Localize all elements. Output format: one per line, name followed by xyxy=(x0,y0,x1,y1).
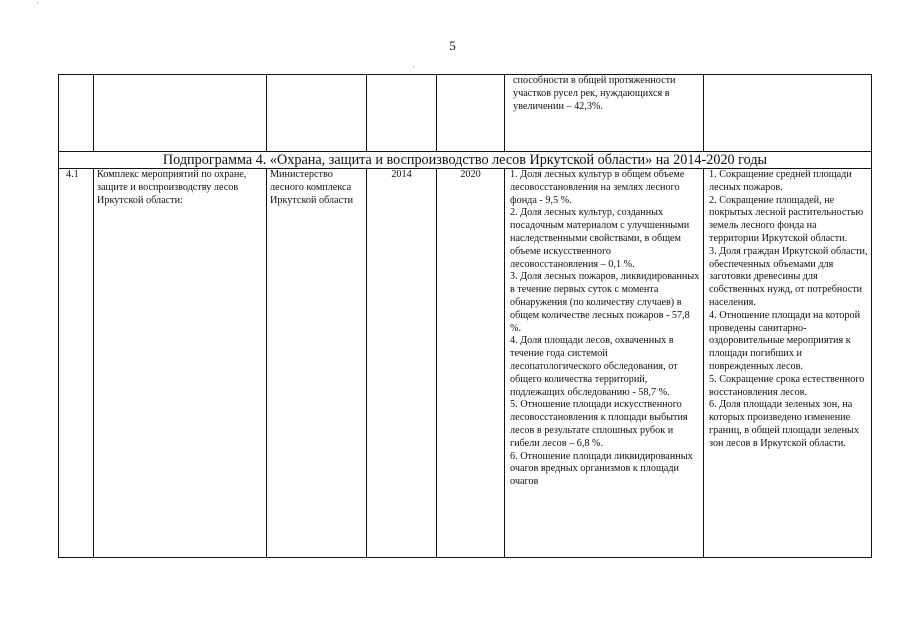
measure-indicators xyxy=(505,169,704,558)
measure-number: 4.1 xyxy=(59,169,94,558)
cell-number-empty xyxy=(59,75,94,152)
indicator-item: 1. Доля лесных культур в общем объеме лесовосстановления на землях лесного фонда - 9,5 %. xyxy=(510,169,685,206)
continued-row xyxy=(59,75,872,152)
measure-start-year: 2014 xyxy=(367,169,437,558)
cell-indicators-continued xyxy=(505,75,704,152)
subprogram-title: Подпрограмма 4. «Охрана, защита и воспроизводство лесов Иркутской области» на 2014-2020 годы xyxy=(59,152,872,169)
result-item: 4. Отношение площади на которой проведены санитарно-оздоровительные мероприятия к площади погибших и поврежденных лесов. xyxy=(709,309,861,372)
measure-row xyxy=(59,169,872,558)
measure-end-year: 2020 xyxy=(437,169,505,558)
indicator-item: 2. Доля лесных культур, созданных посадочным материалом с улучшенными наследственными свойствами, в общем объеме искусственного лесовосстановления – 0,1 %. xyxy=(510,207,690,270)
cell-results-empty xyxy=(704,75,872,152)
result-item: 1. Сокращение средней площади лесных пожаров. xyxy=(709,169,852,193)
subprogram-row xyxy=(59,152,872,169)
cell-name-empty xyxy=(94,75,267,152)
indicator-item: 4. Доля площади лесов, охваченных в течение года системой лесопатологического обследования, от общего количества территорий, подлежащих обследованию - 58,7 %. xyxy=(510,335,678,398)
result-item: 2. Сокращение площадей, не покрытых лесной растительностью земель лесного фонда на территории Иркутской области. xyxy=(709,194,864,244)
page-number: 5 xyxy=(449,38,456,53)
result-item: 5. Сокращение срока естественного восстановления лесов. xyxy=(709,373,865,398)
scan-speck: · xyxy=(36,0,39,8)
result-item: 6. Доля площади зеленых зон, на которых произведено изменение границ, в общей площади зеленых зон лесов в Иркутской области. xyxy=(709,399,859,449)
result-item: 3. Доля граждан Иркутской области, обеспеченных объемами для заготовки древесины для собственных нужд, от потребности населения. xyxy=(709,245,868,308)
cell-executor-empty xyxy=(267,75,367,152)
program-table xyxy=(58,74,872,558)
measure-name: Комплекс мероприятий по охране, защите и воспроизводству лесов Иркутской области: xyxy=(94,169,267,558)
measure-results xyxy=(704,169,872,558)
scan-speck: · xyxy=(412,62,415,72)
indicator-item: 3. Доля лесных пожаров, ликвидированных в течение первых суток с момента обнаружения (по количеству случаев) в общем количестве лесных пожаров - 57,8 %. xyxy=(510,271,700,334)
indicators-continued-text: способности в общей протяженности участков русел рек, нуждающихся в увеличении – 42,3%. xyxy=(513,75,676,112)
cell-start-empty xyxy=(367,75,437,152)
measure-executor: Министерство лесного комплекса Иркутской области xyxy=(267,169,367,558)
cell-end-empty xyxy=(437,75,505,152)
indicator-item: 5. Отношение площади искусственного лесовосстановления к площади выбытия лесов в результате сплошных рубок и гибели лесов – 6,8 %. xyxy=(510,399,688,449)
indicator-item: 6. Отношение площади ликвидированных очагов вредных организмов к площади очагов xyxy=(510,450,693,488)
